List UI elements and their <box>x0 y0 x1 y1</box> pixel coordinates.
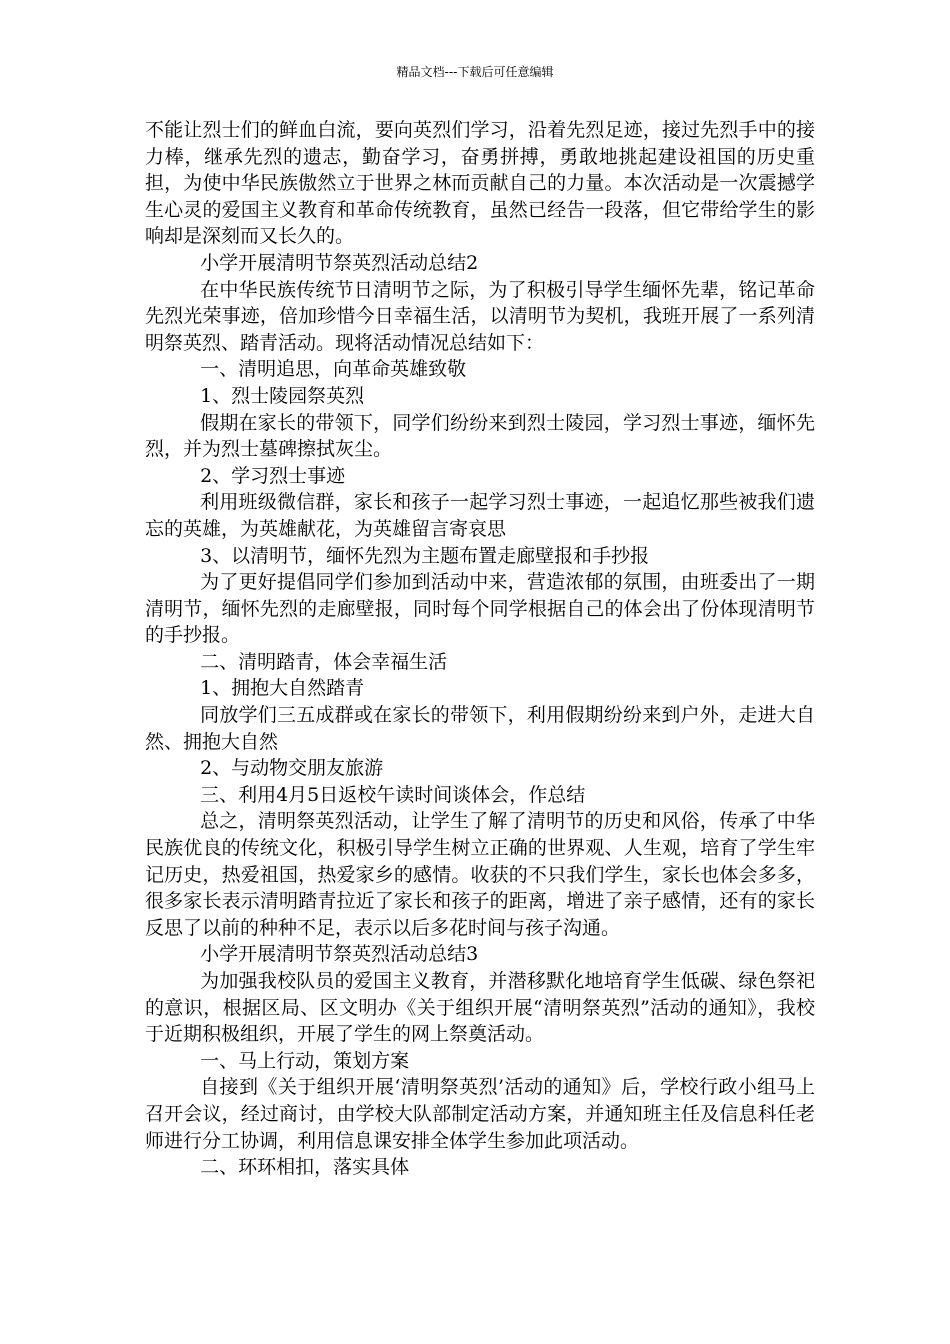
subheading: 一、马上行动，策划方案 <box>200 1049 410 1072</box>
subheading: 1、拥抱大自然踏青 <box>200 677 365 700</box>
paragraph: 为加强我校队员的爱国主义教育，并潜移默化地培育学生低碳、绿色祭祀的意识，根据区局、区文明办《关于组织开展“清明祭英烈”活动的通知》，我校于近期积极组织，开展了学生的网上祭奠活动。 <box>145 970 815 1046</box>
subheading: 3、以清明节，缅怀先烈为主题布置走廊壁报和手抄报 <box>200 544 650 567</box>
paragraph: 同放学们三五成群或在家长的带领下，利用假期纷纷来到户外，走进大自然、拥抱大自然 <box>145 704 815 753</box>
page-header: 精品文档---下载后可任意编辑 <box>396 65 554 79</box>
paragraph: 总之，清明祭英烈活动，让学生了解了清明节的历史和风俗，传承了中华民族优良的传统文化，积极引导学生树立正确的世界观、人生观，培育了学生牢记历史，热爱祖国，热爱家乡的感情。收获的不只我们学生，家长也体会多多，很多家长表示清明踏青拉近了家长和孩子的距离，增进了亲子感情，还有的家长反思了以前的种种不足，表示以后多花时间与孩子沟通。 <box>145 810 815 939</box>
paragraph: 自接到《关于组织开展‘清明祭英烈’活动的通知》后，学校行政小组马上召开会议，经过商讨，由学校大队部制定活动方案，并通知班主任及信息科任老师进行分工协调，利用信息课安排全体学生参加此项活动。 <box>145 1076 815 1152</box>
subheading: 三、利用4月5日返校午读时间谈体会，作总结 <box>200 783 586 806</box>
paragraph: 不能让烈士们的鲜血白流，要向英烈们学习，沿着先烈足迹，接过先烈手中的接力棒，继承先烈的遗志，勤奋学习，奋勇拼搏，勇敢地挑起建设祖国的历史重担，为使中华民族傲然立于世界之林而贡献自己的力量。本次活动是一次震撼学生心灵的爱国主义教育和革命传统教育，虽然已经告一段落，但它带给学生的影响却是深刻而又长久的。 <box>145 119 815 248</box>
section-heading: 小学开展清明节祭英烈活动总结3 <box>200 943 479 966</box>
subheading: 2、与动物交朋友旅游 <box>200 757 384 780</box>
paragraph: 假期在家长的带领下，同学们纷纷来到烈士陵园，学习烈士事迹，缅怀先烈，并为烈士墓碑擦拭灰尘。 <box>145 411 815 461</box>
subheading: 二、清明踏青，体会幸福生活 <box>200 650 448 673</box>
document-body <box>145 117 815 1181</box>
paragraph: 为了更好提倡同学们参加到活动中来，营造浓郁的氛围，由班委出了一期清明节，缅怀先烈的走廊壁报，同时每个同学根据自己的体会出了份体现清明节的手抄报。 <box>145 571 815 647</box>
subheading: 一、清明追思，向革命英雄致敬 <box>200 358 467 381</box>
paragraph: 在中华民族传统节日清明节之际，为了积极引导学生缅怀先辈，铭记革命先烈光荣事迹，倍加珍惜今日幸福生活，以清明节为契机，我班开展了一系列清明祭英烈、踏青活动。现将活动情况总结如下： <box>145 278 815 354</box>
subheading: 1、烈士陵园祭英烈 <box>200 384 365 407</box>
subheading: 2、学习烈士事迹 <box>200 464 346 487</box>
subheading: 二、环环相扣，落实具体 <box>200 1156 410 1179</box>
paragraph: 利用班级微信群，家长和孩子一起学习烈士事迹，一起追忆那些被我们遗忘的英雄，为英雄献花，为英雄留言寄哀思 <box>145 491 815 540</box>
section-heading: 小学开展清明节祭英烈活动总结2 <box>200 251 479 274</box>
